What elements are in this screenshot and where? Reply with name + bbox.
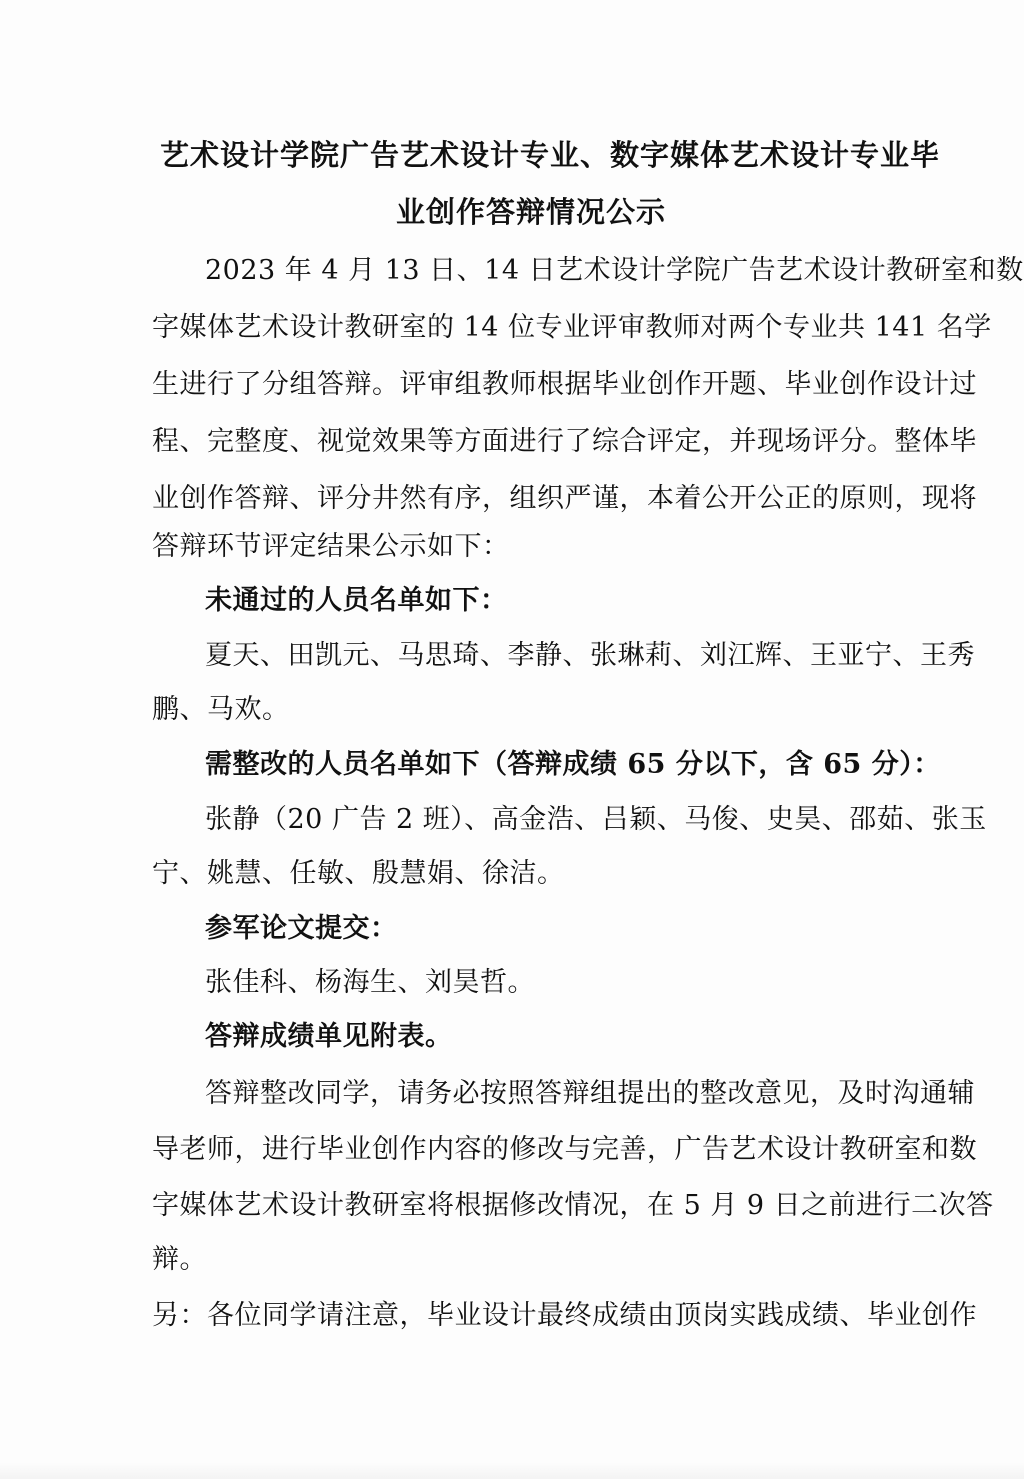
failed-list-line: 鹏、马欢。 (152, 694, 290, 725)
scan-edge-shadow (0, 1462, 1024, 1479)
page-title-line-1: 艺术设计学院广告艺术设计专业、数字媒体艺术设计专业毕 (160, 138, 941, 172)
intro-paragraph-line: 程、完整度、视觉效果等方面进行了综合评定，并现场评分。整体毕 (152, 426, 977, 457)
page-title-line-2: 业创作答辩情况公示 (396, 195, 667, 229)
closing-paragraph-line: 辩。 (152, 1244, 207, 1275)
scores-note: 答辩成绩单见附表。 (205, 1021, 453, 1052)
military-heading: 参军论文提交： (205, 913, 398, 944)
intro-paragraph-line: 字媒体艺术设计教研室的 14 位专业评审教师对两个专业共 141 名学 (152, 312, 992, 343)
closing-paragraph-line: 导老师，进行毕业创作内容的修改与完善，广告艺术设计教研室和数 (152, 1134, 977, 1165)
revise-list-heading: 需整改的人员名单如下（答辩成绩 65 分以下，含 65 分）： (205, 749, 941, 780)
intro-paragraph-line: 2023 年 4 月 13 日、14 日艺术设计学院广告艺术设计教研室和数 (205, 255, 1024, 286)
failed-list-line: 夏天、田凯元、马思琦、李静、张琳莉、刘江辉、王亚宁、王秀 (205, 640, 975, 671)
failed-list-heading: 未通过的人员名单如下： (205, 585, 508, 616)
military-list-line: 张佳科、杨海生、刘昊哲。 (205, 967, 535, 998)
intro-paragraph-line: 业创作答辩、评分井然有序，组织严谨，本着公开公正的原则，现将 (152, 483, 977, 514)
closing-paragraph-line: 答辩整改同学，请务必按照答辩组提出的整改意见，及时沟通辅 (205, 1078, 975, 1109)
intro-paragraph-line: 答辩环节评定结果公示如下： (152, 531, 510, 562)
revise-list-line: 宁、姚慧、任敏、殷慧娟、徐洁。 (152, 858, 565, 889)
revise-list-line: 张静（20 广告 2 班）、高金浩、吕颖、马俊、史昊、邵茹、张玉 (205, 804, 987, 835)
intro-paragraph-line: 生进行了分组答辩。评审组教师根据毕业创作开题、毕业创作设计过 (152, 369, 977, 400)
additional-note-line: 另：各位同学请注意，毕业设计最终成绩由顶岗实践成绩、毕业创作 (152, 1300, 977, 1331)
closing-paragraph-line: 字媒体艺术设计教研室将根据修改情况，在 5 月 9 日之前进行二次答 (152, 1190, 994, 1221)
